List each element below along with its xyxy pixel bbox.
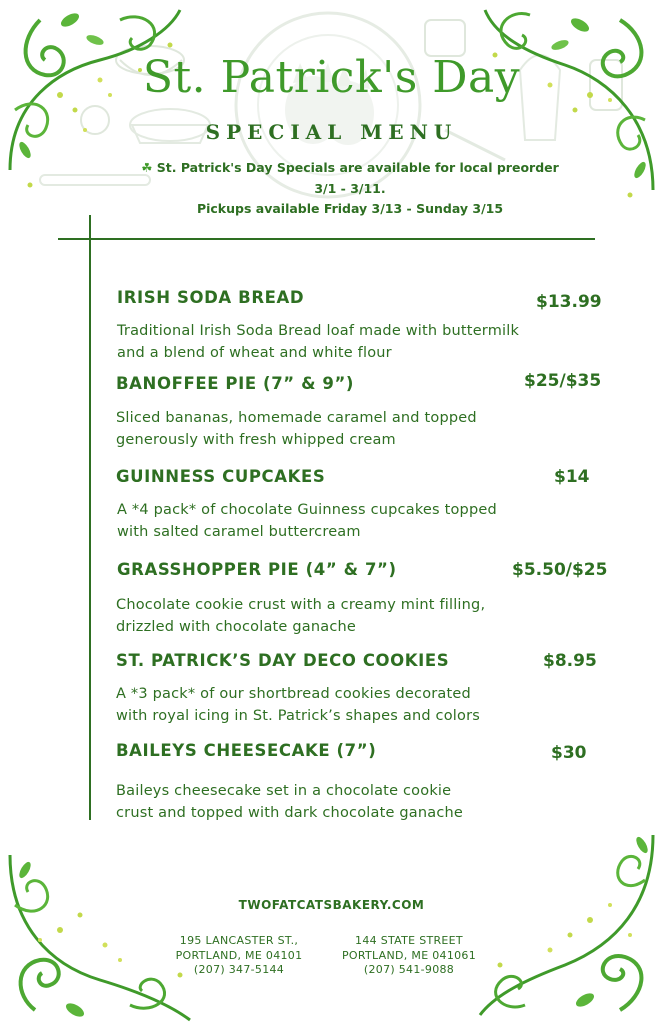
bakery-logo-watermark (228, 5, 428, 205)
preorder-notice (100, 160, 600, 175)
address-phone[interactable]: (207) 347-5144 (193, 963, 285, 976)
menu-item-description (116, 780, 463, 824)
menu-item-description (116, 594, 485, 638)
website-link[interactable]: TWOFATCATSBAKERY.COM (238, 898, 425, 912)
menu-item-description (117, 320, 519, 364)
menu-item-price: $14 (554, 467, 590, 487)
menu-item-description (116, 407, 477, 451)
menu-item-name: GUINNESS CUPCAKES (116, 467, 326, 486)
menu-item-description-line: crust and topped with dark chocolate ganache (116, 805, 464, 821)
address-city: PORTLAND, ME 041061 (341, 948, 477, 962)
location-address-1 (163, 934, 315, 978)
preorder-notice-line1: St. Patrick's Day Specials are available for local preorder (156, 160, 559, 175)
menu-item-description (117, 499, 497, 543)
pickup-dates: Pickups available Friday 3/13 - Sunday 3/15 (196, 201, 504, 216)
menu-item-description-line: Traditional Irish Soda Bread loaf made with buttermilk (117, 323, 520, 339)
page-title: St. Patrick's Day (142, 52, 521, 103)
address-phone[interactable]: (207) 541-9088 (363, 963, 455, 976)
menu-item-name: GRASSHOPPER PIE (4” & 7”) (117, 560, 397, 579)
menu-item-price: $5.50/$25 (512, 560, 608, 580)
menu-subtitle: SPECIAL MENU (205, 120, 458, 144)
menu-item-description-line: with salted caramel buttercream (117, 524, 361, 540)
preorder-dates: 3/1 - 3/11. (314, 181, 386, 196)
menu-item-description-line: Sliced bananas, homemade caramel and topped (116, 410, 477, 426)
menu-item-name: BANOFFEE PIE (7” & 9”) (116, 374, 355, 393)
menu-item-price: $8.95 (543, 651, 597, 671)
address-street: 195 LANCASTER ST., (179, 934, 299, 947)
menu-item-price: $30 (551, 743, 587, 763)
horizontal-divider (58, 238, 595, 240)
shamrock-icon: ☘ (141, 160, 153, 175)
menu-item-description-line: A *3 pack* of our shortbread cookies decorated (116, 686, 471, 702)
menu-item-description (116, 683, 480, 727)
floral-swirl-bottom-right-decoration (470, 825, 663, 1024)
address-city: PORTLAND, ME 04101 (175, 948, 303, 962)
menu-item-name: BAILEYS CHEESECAKE (7”) (116, 741, 377, 760)
menu-item-description-line: generously with fresh whipped cream (116, 432, 396, 448)
menu-item-description-line: drizzled with chocolate ganache (116, 619, 357, 635)
menu-item-name: ST. PATRICK’S DAY DECO COOKIES (116, 651, 450, 670)
menu-item-description-line: with royal icing in St. Patrick’s shapes and colors (116, 708, 481, 724)
menu-item-price: $25/$35 (524, 371, 602, 391)
menu-item-description-line: Chocolate cookie crust with a creamy mint filling, (116, 597, 486, 613)
menu-item-name: IRISH SODA BREAD (117, 288, 305, 307)
address-street: 144 STATE STREET (355, 934, 463, 947)
vertical-divider (89, 215, 91, 820)
menu-item-description-line: and a blend of wheat and white flour (117, 345, 392, 361)
menu-item-description-line: Baileys cheesecake set in a chocolate cookie (116, 783, 452, 799)
menu-item-description-line: A *4 pack* of chocolate Guinness cupcakes topped (117, 502, 497, 518)
menu-item-price: $13.99 (536, 292, 602, 312)
location-address-2 (330, 934, 488, 978)
